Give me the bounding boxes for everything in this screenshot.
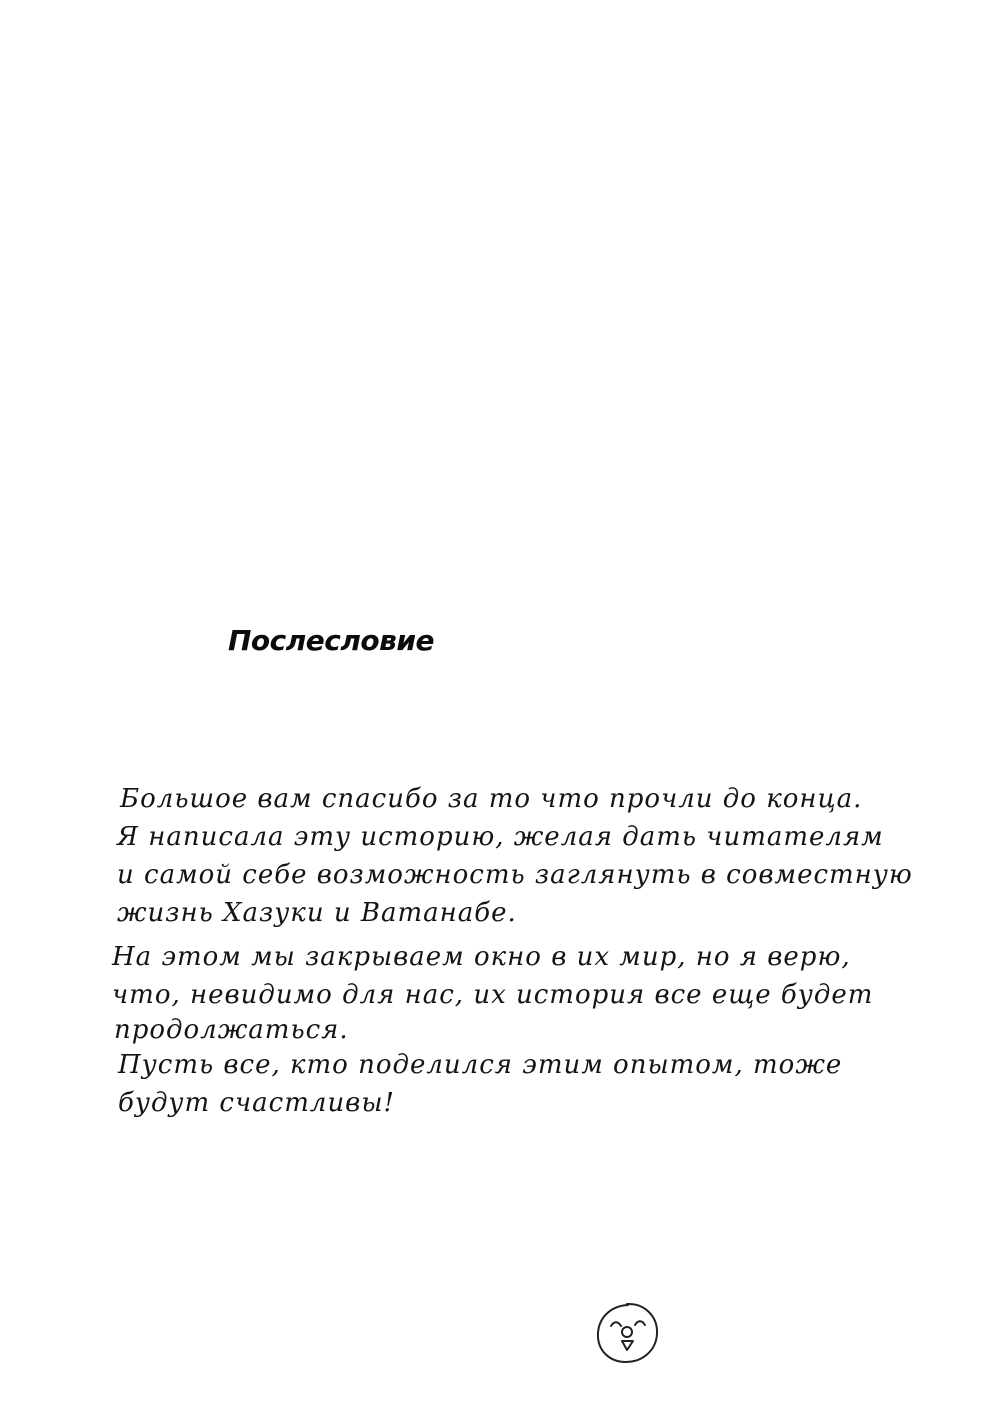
afterword-line-9: будут счастливы! [118, 1088, 395, 1118]
afterword-line-6: что, невидимо для нас, их история все еще будет [112, 980, 874, 1010]
afterword-line-3: и самой себе возможность заглянуть в совместную [117, 860, 913, 890]
afterword-line-5: На этом мы закрываем окно в их мир, но я верю, [112, 942, 851, 972]
afterword-line-4: жизнь Хазуки и Ватанабе. [117, 898, 517, 928]
afterword-line-8: Пусть все, кто поделился этим опытом, тоже [118, 1050, 843, 1080]
page-title: Послесловие [228, 624, 434, 657]
afterword-line-1: Большое вам спасибо за то что прочли до конца. [120, 784, 863, 814]
smiling-face-doodle-icon [592, 1300, 662, 1366]
afterword-line-7: продолжаться. [114, 1015, 349, 1045]
afterword-line-2: Я написала эту историю, желая дать читателям [117, 822, 884, 852]
